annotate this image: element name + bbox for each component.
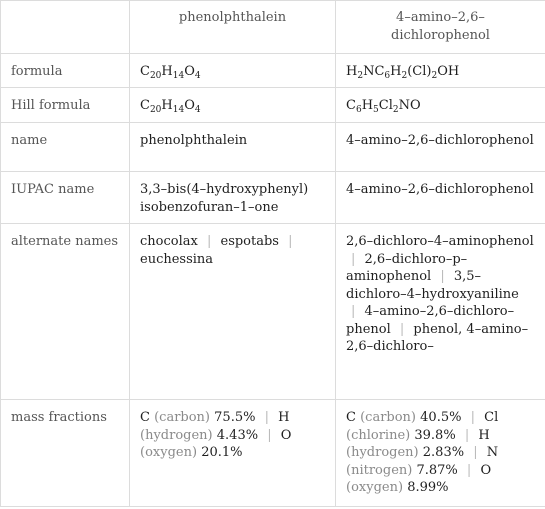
alternate-name: espotabs [220,234,279,249]
separator: | [351,251,356,267]
formula-cell [336,88,545,123]
column-header-phenolphthalein: phenolphthalein [130,1,336,54]
alternate-names-cell [336,224,545,400]
formula-subscript: 2 [431,71,438,81]
element-name: (carbon) [360,410,417,425]
alternate-name: 2,6–dichloro–p–aminophenol [346,251,468,284]
row-label: IUPAC name [1,172,130,224]
element-symbol: N [486,445,499,460]
row-label: alternate names [1,224,130,400]
element-symbol: C [346,410,356,425]
element-name: (chlorine) [346,427,411,443]
element-symbol: C [140,410,150,425]
alternate-names-cell [130,224,336,400]
formula-symbol: NC [363,64,385,79]
mass-fractions-cell [130,400,336,507]
element-symbol: Cl [484,410,499,425]
separator: | [351,304,356,319]
formula-symbol: C [140,98,150,113]
formula-subscript: 2 [392,105,399,115]
formula-symbol: O [184,64,195,79]
formula-symbol: OH [437,64,460,79]
iupac-cell: 4–amino–2,6–dichlorophenol [336,172,545,224]
separator: | [464,427,470,443]
name-cell: 4–amino–2,6–dichlorophenol [336,123,545,172]
table-row-name [1,123,545,172]
iupac-cell: 3,3–bis(4–hydroxyphenyl) isobenzofuran–1–one [130,172,336,224]
element-symbol: H [278,410,290,425]
element-name: (oxygen) [346,480,404,495]
formula-subscript: 5 [373,105,379,115]
formula-subscript: 6 [384,71,391,81]
element-name: (hydrogen) [346,445,419,460]
formula-symbol: C [140,64,150,79]
row-label: name [1,123,130,172]
formula-symbol: Cl [378,98,393,113]
element-name: (nitrogen) [346,462,413,478]
element-name: (oxygen) [140,445,198,460]
alternate-name: phenol, 4–amino–2,6–dichloro– [346,321,529,354]
table-row-iupac-name [1,172,545,224]
formula-symbol: H [161,64,173,79]
header-row [1,1,545,54]
element-symbol: O [280,427,292,443]
formula-subscript: 14 [172,105,185,115]
formula-symbol: H [390,64,402,79]
row-label: Hill formula [1,88,130,123]
formula-symbol: C [346,98,356,113]
formula-symbol: H [361,98,374,113]
formula-subscript: 4 [194,71,201,81]
formula-subscript: 6 [355,105,362,115]
separator: | [399,321,405,337]
table-row-formula [1,54,545,88]
formula-cell [336,54,545,88]
alternate-name: 2,6–dichloro–4–aminophenol [346,234,534,249]
table-row-hill-formula [1,88,545,123]
separator: | [267,427,272,443]
name-cell: phenolphthalein [130,123,336,172]
formula-symbol: (Cl) [407,64,432,79]
table-row-alternate-names [1,224,545,400]
formula-symbol: NO [398,98,421,113]
formula-symbol: H [161,98,173,113]
row-label: mass fractions [1,400,130,507]
mass-percent: 20.1% [201,445,243,460]
mass-percent: 7.87% [416,462,458,478]
formula-subscript: 2 [357,71,364,81]
separator: | [470,410,475,425]
mass-percent: 8.99% [407,480,449,495]
separator: | [264,410,269,425]
column-header-aminodichlorophenol: 4–amino–2,6–dichlorophenol [336,1,545,54]
mass-percent: 2.83% [422,445,465,460]
mass-fraction-entry [140,410,255,425]
separator: | [440,269,445,284]
formula-cell [130,54,336,88]
alternate-name: euchessina [140,251,214,267]
separator: | [466,462,472,478]
mass-fractions-cell [336,400,545,507]
element-symbol: O [480,462,492,478]
element-name: (carbon) [154,410,211,425]
formula-subscript: 2 [401,71,408,81]
separator: | [288,234,293,249]
element-name: (hydrogen) [140,427,213,443]
mass-percent: 39.8% [414,427,456,443]
formula-subscript: 20 [149,105,162,115]
formula-symbol: O [184,98,195,113]
mass-percent: 4.43% [216,427,259,443]
separator: | [473,445,478,460]
alternate-name: 4–amino–2,6–dichloro–phenol [346,304,515,337]
mass-percent: 40.5% [420,410,462,425]
mass-percent: 75.5% [214,410,256,425]
formula-subscript: 14 [172,71,185,81]
separator: | [206,234,212,249]
corner-cell [1,1,130,54]
formula-cell [130,88,336,123]
row-label: formula [1,54,130,88]
table-row-mass-fractions [1,400,545,507]
alternate-name: 3,5–dichloro–4–hydroxyaniline [346,269,519,302]
formula-subscript: 20 [149,71,162,81]
formula-symbol: H [346,64,358,79]
element-symbol: H [478,427,490,443]
formula-subscript: 4 [194,105,201,115]
mass-fraction-entry [346,410,461,425]
alternate-name: chocolax [140,234,198,249]
